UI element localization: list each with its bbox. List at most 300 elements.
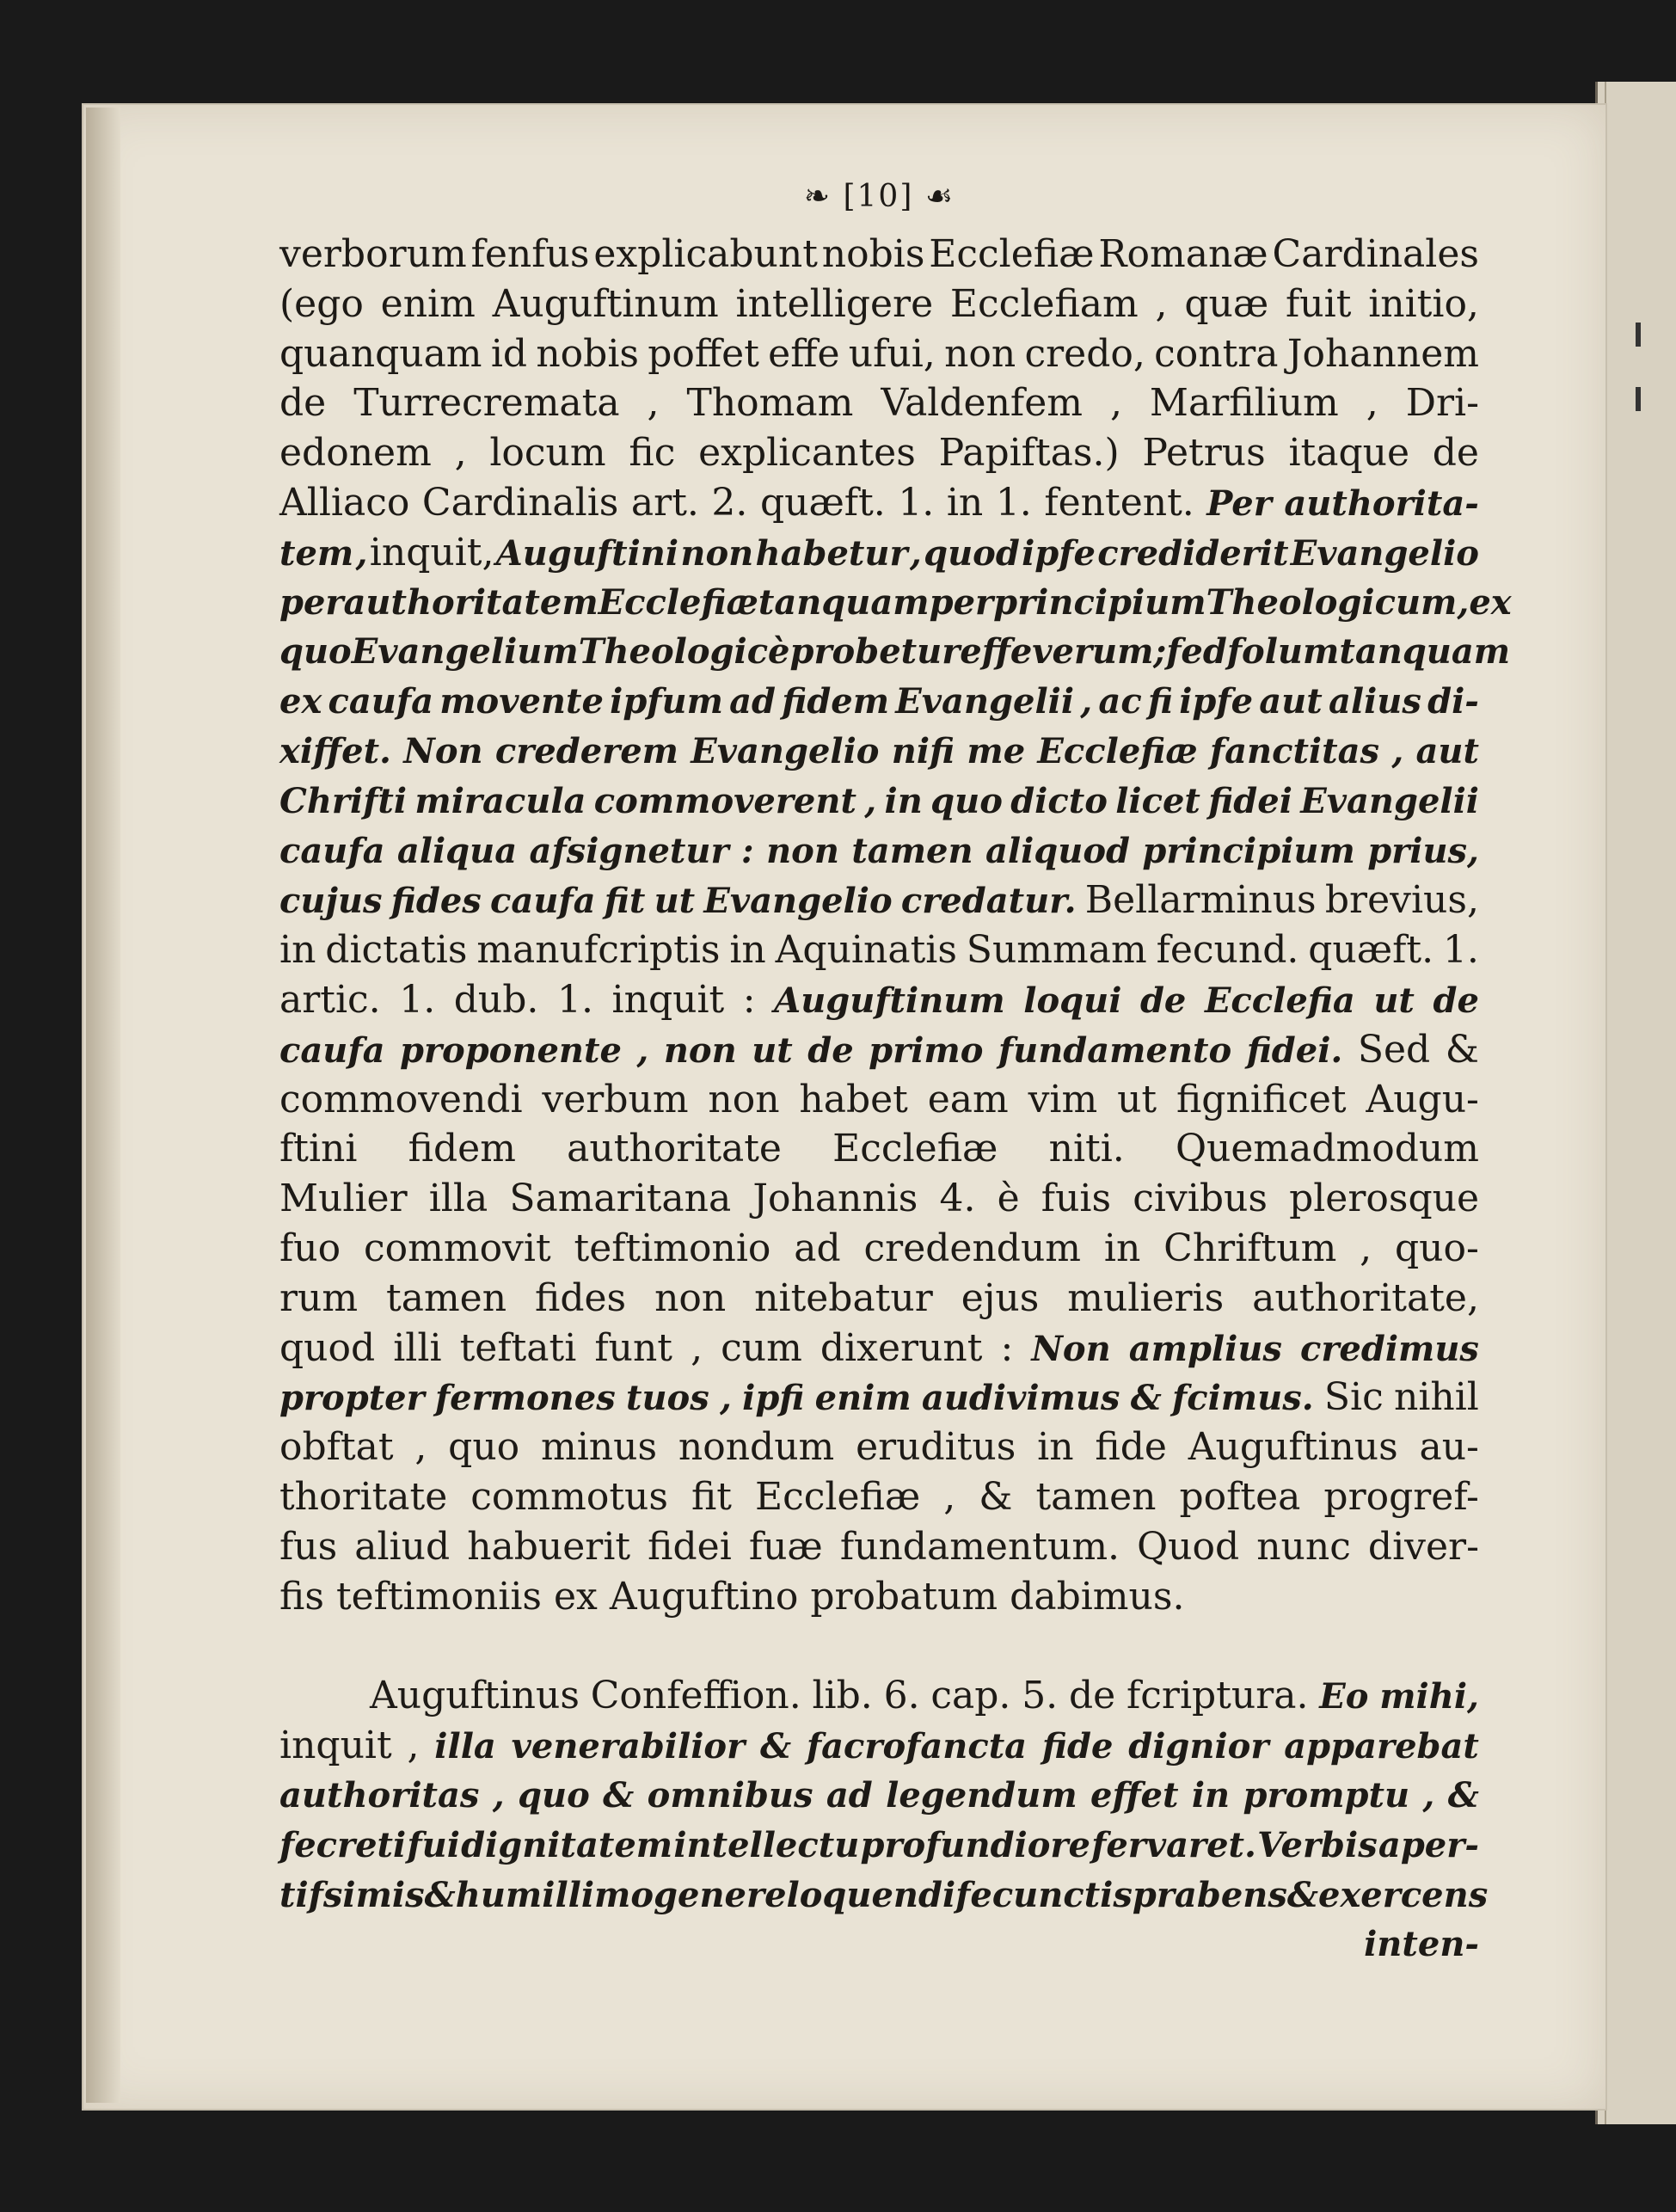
word: cum: [721, 1325, 802, 1370]
word: tamen: [386, 1275, 507, 1320]
word: brevius,: [1324, 878, 1479, 923]
word: ut: [1117, 1077, 1157, 1121]
word: lib.: [812, 1674, 873, 1718]
word: fermones: [434, 1378, 616, 1419]
text-line: [279, 428, 1479, 478]
word: Papiftas.): [938, 431, 1120, 476]
word: &: [603, 1774, 635, 1816]
word: 6.: [883, 1674, 920, 1718]
word: fe: [955, 1874, 992, 1915]
word: intellectu: [673, 1824, 860, 1865]
word: 5.: [1022, 1674, 1059, 1718]
word: Auguftini: [495, 532, 679, 574]
word: fundamentum.: [839, 1524, 1120, 1569]
word: dicto: [1010, 780, 1108, 821]
word: licet: [1115, 780, 1200, 821]
word: fic: [629, 431, 676, 476]
word: Auguftinus: [1188, 1425, 1398, 1470]
word: enim: [814, 1378, 912, 1419]
word: illi: [393, 1325, 442, 1370]
word: Alliaco: [279, 480, 410, 525]
text-line: [279, 975, 1479, 1025]
word: per: [279, 581, 344, 623]
word: commoverent: [593, 780, 856, 821]
text-line: [279, 329, 1479, 379]
text-line: [279, 777, 1479, 826]
word: mulieris: [1067, 1275, 1225, 1320]
word: in: [1103, 1226, 1141, 1270]
word: dub.: [453, 977, 539, 1022]
word: &: [424, 1874, 456, 1915]
paragraph-2: [279, 1671, 1489, 1920]
word: (ego: [279, 281, 364, 326]
word: mihi,: [1379, 1676, 1479, 1717]
word: ,: [1422, 1774, 1435, 1816]
word: quo: [518, 1774, 590, 1816]
word: non: [654, 1275, 727, 1320]
word: commovit: [363, 1226, 551, 1270]
word: ,: [1391, 730, 1404, 771]
text-line: [279, 1671, 1479, 1721]
word: ejus: [961, 1275, 1040, 1320]
word: &: [1447, 1774, 1479, 1816]
word: in: [1191, 1774, 1231, 1816]
word: quanquam: [279, 331, 482, 376]
word: &: [1130, 1378, 1162, 1419]
word: vim: [1028, 1077, 1098, 1121]
word: quo: [930, 780, 1003, 821]
word: Ecclefiæ: [832, 1127, 998, 1171]
word: Chrifti: [279, 780, 408, 821]
text-line: [279, 1522, 1479, 1572]
word: audivimus: [921, 1378, 1120, 1419]
word: credatur.: [900, 881, 1077, 922]
ink-mark: [1636, 387, 1641, 411]
word: dignitatem: [461, 1824, 673, 1865]
word: ,: [414, 1425, 427, 1470]
word: credimus: [1299, 1328, 1479, 1369]
word: non: [708, 1077, 780, 1121]
catchword: inten-: [1364, 1924, 1479, 1965]
word: ut: [1373, 980, 1415, 1021]
page-number: [10]: [843, 179, 914, 214]
word: &: [979, 1474, 1013, 1519]
word: :: [740, 830, 754, 871]
page-header: [279, 176, 1479, 218]
word: è: [997, 1177, 1020, 1221]
word: ,: [1080, 681, 1093, 722]
word: Non: [403, 730, 483, 771]
word: ad: [826, 1774, 873, 1816]
word: Theologicè: [578, 631, 790, 673]
word: loqui: [1023, 980, 1122, 1021]
text-line: [279, 1821, 1479, 1871]
word: ad: [729, 681, 777, 722]
word: fide: [1041, 1726, 1114, 1767]
text-line: [279, 1721, 1479, 1771]
word: fuæ: [748, 1524, 823, 1569]
word: ex: [553, 1574, 598, 1619]
text-line: [279, 1124, 1479, 1174]
word: omnibus: [647, 1774, 813, 1816]
word: ipfi: [742, 1378, 805, 1419]
word: Evangelio: [691, 730, 880, 771]
word: illa: [428, 1177, 488, 1221]
word: fidem: [782, 681, 890, 722]
word: locum: [489, 431, 606, 476]
word: Ecclefiæ: [755, 1474, 921, 1519]
word: Marfilium: [1149, 381, 1339, 426]
text-line: [279, 280, 1479, 329]
word: nifi: [891, 730, 955, 771]
word: 1.: [995, 480, 1032, 525]
word: Evangelii: [1300, 780, 1479, 821]
word: principium: [1142, 830, 1355, 871]
text-line: [279, 378, 1479, 428]
word: authoritas: [279, 1774, 480, 1816]
word: Auguftinum: [492, 281, 719, 326]
word: apparebat: [1284, 1726, 1479, 1767]
text-line: [279, 1771, 1479, 1821]
word: Petrus: [1142, 431, 1266, 476]
word: tanquam: [1339, 631, 1511, 673]
word: funt: [594, 1325, 672, 1370]
word: Quod: [1137, 1524, 1240, 1569]
word: ,: [636, 1029, 649, 1071]
word: ;: [1153, 631, 1167, 673]
word: 2.: [711, 480, 748, 525]
word: cujus: [279, 881, 383, 922]
word: caufa: [328, 681, 433, 722]
word: ,: [691, 1325, 703, 1370]
word: verborum: [279, 232, 467, 276]
word: Chriftum: [1163, 1226, 1337, 1270]
word: illa: [434, 1726, 496, 1767]
word: Johannem: [1286, 331, 1479, 376]
word: au-: [1419, 1425, 1479, 1470]
word: dictatis: [325, 928, 468, 973]
text-line: [279, 925, 1479, 975]
word: Eo: [1319, 1676, 1369, 1717]
text-line: [279, 1472, 1479, 1522]
word: ,: [492, 1774, 505, 1816]
word: caufa: [279, 1029, 385, 1071]
word: venerabilior: [511, 1726, 746, 1767]
text-line: [279, 1174, 1479, 1224]
word: progref-: [1323, 1474, 1479, 1519]
word: fidei: [1208, 780, 1292, 821]
word: fidei.: [1246, 1029, 1343, 1071]
word: movente: [439, 681, 604, 722]
word: in: [946, 480, 984, 525]
word: tem: [279, 532, 354, 574]
word: de: [807, 1029, 854, 1071]
word: quod: [924, 532, 1020, 574]
word: nihil: [1393, 1375, 1479, 1420]
word: Cardinales: [1272, 232, 1479, 276]
word: ad: [794, 1226, 841, 1270]
word: fuis: [1041, 1177, 1112, 1221]
word: commovendi: [279, 1077, 523, 1121]
word: effe: [960, 631, 1033, 673]
word: ipfum: [610, 681, 723, 722]
word: :: [1000, 1325, 1014, 1370]
word: probatum: [810, 1574, 998, 1619]
text-line: [279, 1224, 1479, 1274]
word: non: [766, 830, 839, 871]
word: ,: [1155, 281, 1168, 326]
word: in: [1037, 1425, 1074, 1470]
word: propter: [279, 1378, 425, 1419]
word: Per: [1206, 482, 1272, 524]
word: rum: [279, 1275, 359, 1320]
word: poftea: [1179, 1474, 1301, 1519]
word: tanquam: [758, 581, 930, 623]
word: fignificet: [1176, 1077, 1347, 1121]
paragraph-1: [279, 230, 1512, 1621]
word: Auguftinus: [370, 1674, 580, 1718]
word: aliquod: [985, 830, 1130, 871]
word: ,: [407, 1724, 420, 1768]
word: 1.: [399, 977, 436, 1022]
word: fui: [407, 1824, 460, 1865]
word: credendum: [863, 1226, 1082, 1270]
word: principium: [993, 581, 1206, 623]
word: ex: [279, 681, 322, 722]
word: fenfus: [470, 232, 590, 276]
word: di-: [1427, 681, 1479, 722]
word: alius: [1328, 681, 1421, 722]
word: quod: [279, 1325, 376, 1370]
word: nondum: [678, 1425, 835, 1470]
word: tamen: [1035, 1474, 1157, 1519]
word: verum: [1032, 631, 1154, 673]
word: explicabunt: [593, 232, 818, 276]
word: nobis: [821, 232, 925, 276]
text-line: [279, 230, 1479, 280]
word: fi: [1147, 681, 1173, 722]
word: crederem: [494, 730, 678, 771]
word: Samaritana: [509, 1177, 732, 1221]
word: nitebatur: [754, 1275, 933, 1320]
word: Auguftinum: [774, 980, 1005, 1021]
ornament-right-icon: ☙: [924, 179, 955, 214]
word: in: [729, 928, 766, 973]
word: folum: [1226, 631, 1340, 673]
word: inquit,: [369, 530, 494, 575]
word: Summam: [966, 928, 1147, 973]
word: prabens: [1132, 1874, 1287, 1915]
word: proponente: [399, 1029, 622, 1071]
page-gutter: [86, 108, 120, 2103]
word: loquendi: [786, 1874, 956, 1915]
word: de: [1433, 980, 1479, 1021]
word: &: [1286, 1874, 1318, 1915]
word: diver-: [1367, 1524, 1479, 1569]
word: effet: [1090, 1774, 1179, 1816]
word: afsignetur: [529, 830, 729, 871]
word: teftimonio: [574, 1226, 771, 1270]
page-text: [279, 176, 1512, 1969]
word: Augu-: [1366, 1077, 1479, 1121]
word: humillimo: [455, 1874, 654, 1915]
word: edonem: [279, 431, 432, 476]
word: Auguftino: [609, 1574, 799, 1619]
word: fecund.: [1156, 928, 1299, 973]
text-line: [279, 1324, 1479, 1373]
word: ,: [1109, 381, 1122, 426]
word: habet: [799, 1077, 908, 1121]
word: &: [1445, 1027, 1479, 1072]
word: ,: [454, 431, 467, 476]
word: fis: [279, 1574, 324, 1619]
word: Romanæ: [1098, 232, 1268, 276]
word: Evangelii: [895, 681, 1075, 722]
word: 1.: [1442, 928, 1479, 973]
word: in: [279, 928, 316, 973]
word: nunc: [1256, 1524, 1351, 1569]
word: non: [680, 532, 754, 574]
word: authoritate: [567, 1127, 782, 1171]
word: ,: [943, 1474, 956, 1519]
word: Sic: [1323, 1375, 1384, 1420]
word: artic.: [279, 977, 381, 1022]
word: probetur: [789, 631, 961, 673]
word: authoritatem: [343, 581, 599, 623]
word: ,: [355, 532, 368, 574]
word: Ecclefiæ: [598, 581, 758, 623]
word: legendum: [886, 1774, 1077, 1816]
word: Confeffion.: [590, 1674, 801, 1718]
text-line: [279, 1373, 1479, 1422]
text-line: [279, 1274, 1479, 1324]
paragraph-gap: [279, 1621, 1479, 1671]
word: fidem: [408, 1127, 516, 1171]
word: de: [279, 381, 327, 426]
word: fundamento: [998, 1029, 1232, 1071]
word: dixerunt: [820, 1325, 983, 1370]
word: in: [884, 780, 923, 821]
word: authorita-: [1284, 482, 1479, 524]
word: poffet: [648, 331, 759, 376]
word: ,: [719, 1378, 732, 1419]
word: aut: [1259, 681, 1323, 722]
word: enim: [380, 281, 476, 326]
text-line: [279, 578, 1512, 628]
word: ipfe: [1022, 532, 1096, 574]
word: profundiore: [860, 1824, 1090, 1865]
word: inquit: [611, 977, 725, 1022]
word: tamen: [851, 830, 973, 871]
word: quæft.: [759, 480, 886, 525]
word: fuit: [1286, 281, 1352, 326]
word: miracula: [414, 780, 586, 821]
word: genere: [654, 1874, 787, 1915]
word: minus: [540, 1425, 658, 1470]
word: Theologicum: [1206, 581, 1458, 623]
word: Johannis: [752, 1177, 918, 1221]
text-line: [279, 1025, 1479, 1075]
word: 4.: [939, 1177, 976, 1221]
text-line: [279, 876, 1479, 925]
word: prius,: [1367, 830, 1479, 871]
word: Aquinatis: [775, 928, 957, 973]
word: id: [490, 331, 528, 376]
word: ipfe: [1179, 681, 1254, 722]
word: Dri-: [1405, 381, 1479, 426]
word: Thomam: [686, 381, 854, 426]
word: cunctis: [991, 1874, 1133, 1915]
text-line: [279, 727, 1479, 777]
word: fervaret.: [1091, 1824, 1256, 1865]
word: fecreti: [279, 1824, 407, 1865]
catchword-line: [279, 1920, 1479, 1969]
word: facrofancta: [806, 1726, 1028, 1767]
word: non: [663, 1029, 737, 1071]
word: ,: [864, 780, 877, 821]
word: ,: [1457, 581, 1470, 623]
word: Ecclefiæ: [929, 232, 1095, 276]
word: de: [1139, 980, 1187, 1021]
text-line: [279, 1075, 1479, 1125]
word: ufui,: [848, 331, 936, 376]
word: caufa: [490, 881, 596, 922]
word: niti.: [1048, 1127, 1125, 1171]
word: inquit: [279, 1724, 392, 1768]
word: fuo: [279, 1226, 341, 1270]
word: ,: [909, 532, 922, 574]
word: intelligere: [735, 281, 934, 326]
word: quæ: [1184, 281, 1269, 326]
word: ac: [1098, 681, 1142, 722]
word: de: [1068, 1674, 1116, 1718]
word: contra: [1154, 331, 1279, 376]
word: de: [1432, 431, 1479, 476]
word: fit: [604, 881, 646, 922]
word: Non: [1031, 1328, 1111, 1369]
word: quo-: [1395, 1226, 1479, 1270]
word: quo: [448, 1425, 520, 1470]
word: fcimus.: [1172, 1378, 1314, 1419]
word: ut: [752, 1029, 793, 1071]
word: initio,: [1368, 281, 1479, 326]
word: verbum: [542, 1077, 689, 1121]
word: 1.: [898, 480, 935, 525]
word: fide: [1095, 1425, 1167, 1470]
word: ut: [654, 881, 696, 922]
word: Evangelio: [1290, 532, 1479, 574]
word: Quemadmodum: [1175, 1127, 1479, 1171]
word: amplius: [1128, 1328, 1282, 1369]
word: ,: [1360, 1226, 1372, 1270]
word: fcriptura.: [1126, 1674, 1309, 1718]
word: thoritate: [279, 1474, 448, 1519]
word: effe: [768, 331, 840, 376]
word: Valdenfem: [881, 381, 1083, 426]
adjacent-page-edge: [1595, 82, 1676, 2124]
ink-mark: [1636, 323, 1641, 347]
word: Cardinalis: [421, 480, 619, 525]
word: Ecclefiam: [949, 281, 1139, 326]
word: xiffet.: [279, 730, 391, 771]
word: ftini: [279, 1127, 358, 1171]
text-line: [279, 627, 1511, 677]
word: fit: [691, 1474, 732, 1519]
word: 1.: [556, 977, 593, 1022]
word: habuerit: [467, 1524, 631, 1569]
text-line: [279, 1871, 1489, 1920]
word: ,: [1366, 381, 1378, 426]
